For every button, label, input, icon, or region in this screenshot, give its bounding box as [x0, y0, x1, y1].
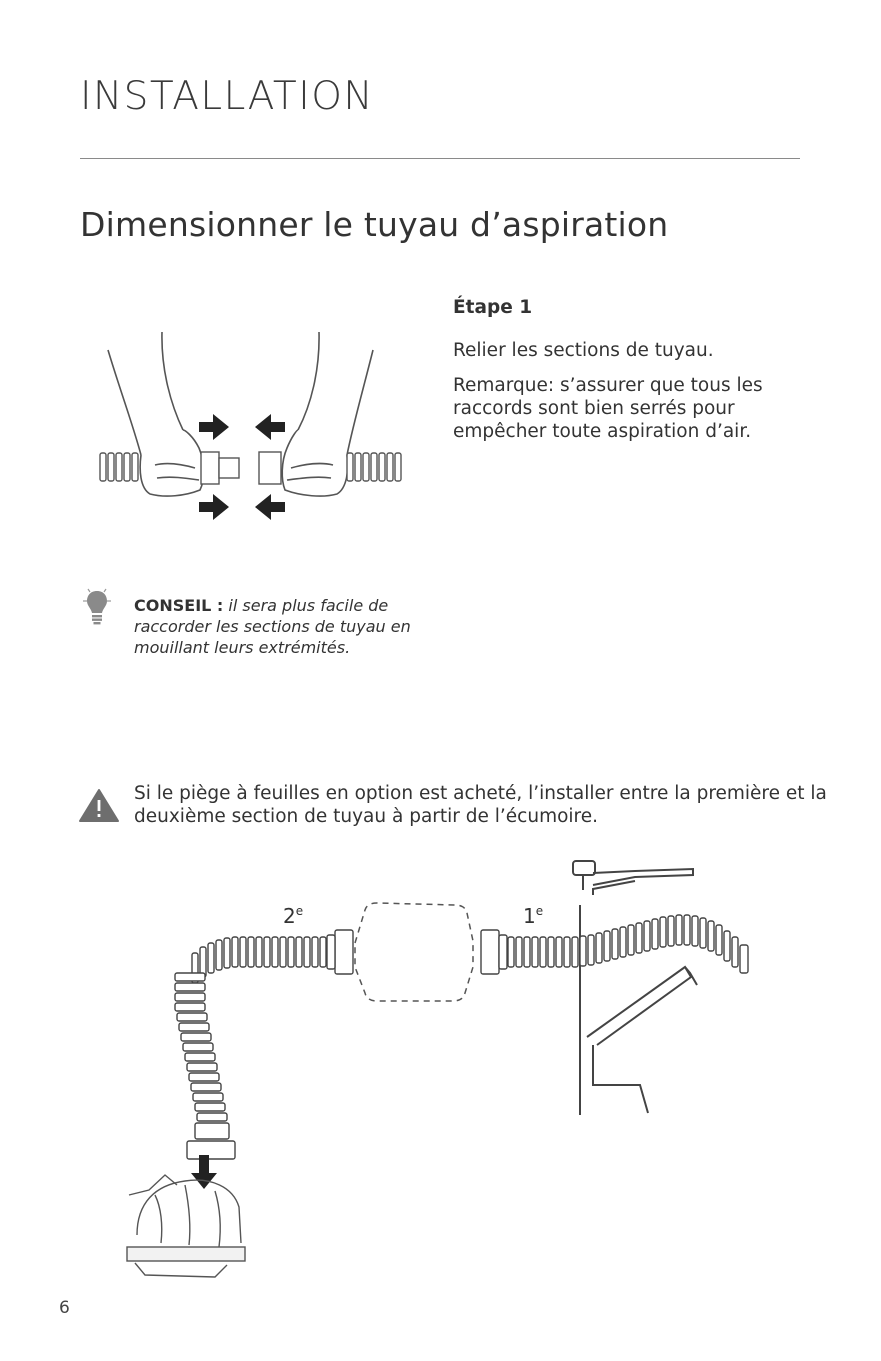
tip-text: il sera plus facile de raccorder les sections de tuyau en mouillant leurs extrémités. [134, 596, 411, 657]
step-title: Étape 1 [453, 297, 533, 318]
step-1-block [453, 296, 813, 443]
warning-text: Si le piège à feuilles en option est acheté, l’installer entre la première et la deuxième section de tuyau à partir de l’écumoire. [134, 783, 827, 827]
first-hose-connector [481, 930, 499, 974]
hose-connection-illustration [95, 330, 415, 520]
arrow-right-icon [199, 494, 229, 520]
page-number: 6 [59, 1298, 70, 1318]
step-instruction: Relier les sections de tuyau. [453, 340, 714, 361]
first-hose-label: 1e [523, 904, 544, 928]
arrow-right-icon [199, 414, 229, 440]
leaf-trap-diagram [115, 855, 765, 1285]
section-title: Dimensionner le tuyau d’aspiration [80, 205, 669, 244]
lightbulb-icon [80, 585, 114, 629]
second-hose-label: 2e [283, 904, 304, 928]
pool-cleaner-illustration [127, 1175, 245, 1277]
step-note: Remarque: s’assurer que tous les raccords sont bien serrés pour empêcher toute aspiration d’air. [453, 375, 763, 442]
page-title: INSTALLATION [80, 74, 375, 119]
title-divider [80, 158, 800, 159]
warning-triangle-icon [78, 788, 120, 824]
tip-label: CONSEIL : [134, 596, 224, 615]
arrow-down-icon [191, 1155, 217, 1189]
leaf-trap-outline [355, 903, 473, 1001]
arrow-left-icon [255, 494, 285, 520]
arrow-left-icon [255, 414, 285, 440]
tip-block [134, 595, 454, 658]
second-hose-connector [335, 930, 353, 974]
